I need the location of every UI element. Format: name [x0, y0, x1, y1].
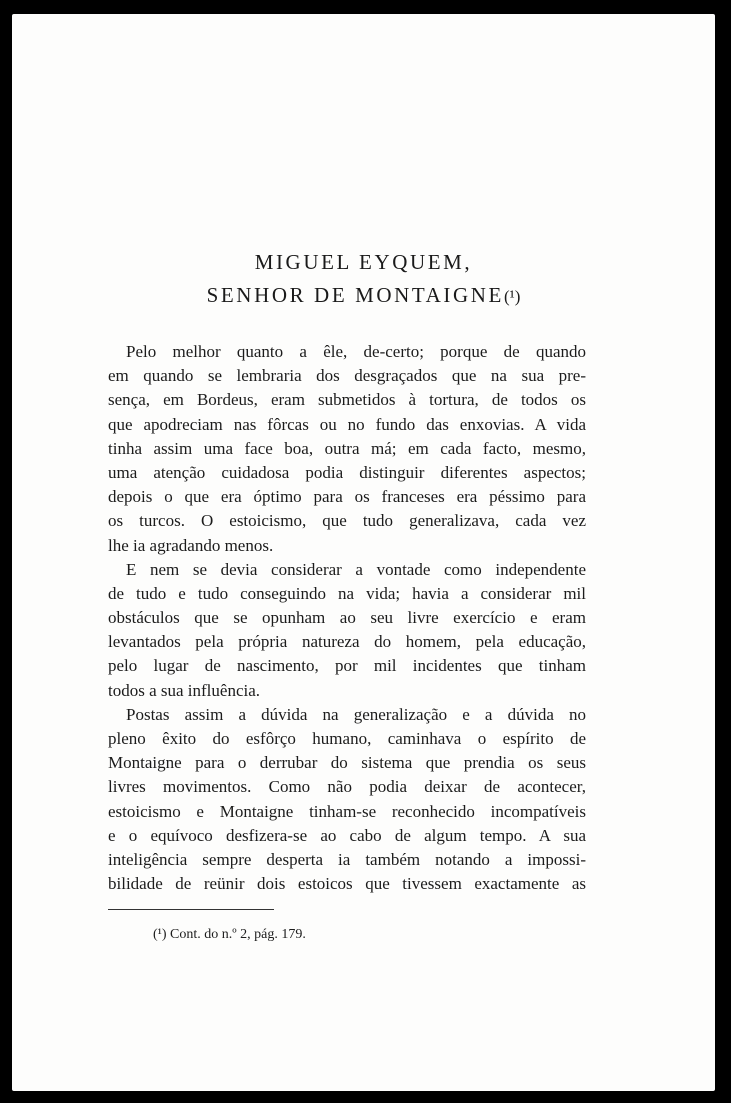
- text-line: de tudo e tudo conseguindo na vida; havia a considerar mil: [108, 583, 586, 603]
- text-line: Montaigne para o derrubar do sistema que prendia os seus: [108, 753, 586, 773]
- page: [12, 14, 715, 1091]
- text-line: E nem se devia considerar a vontade como independente: [126, 559, 586, 579]
- paragraph-2: [108, 558, 586, 703]
- chapter-title: [12, 246, 715, 313]
- title-line-2-text: SENHOR DE MONTAIGNE: [206, 283, 504, 307]
- footnote-text: Cont. do n.º 2, pág. 179.: [170, 927, 306, 942]
- text-line: inteligência sempre desperta ia também notando a impossi-: [108, 849, 586, 869]
- text-line: depois o que era óptimo para os franceses era péssimo para: [108, 487, 586, 507]
- text-line: estoicismo e Montaigne tinham-se reconhecido incompatíveis: [108, 801, 586, 821]
- title-footnote-ref: (¹): [503, 287, 521, 306]
- text-line: uma atenção cuidadosa podia distinguir diferentes aspectos;: [108, 462, 586, 482]
- text-line: sença, em Bordeus, eram submetidos à tortura, de todos os: [108, 390, 586, 410]
- text-line: levantados pela própria natureza do homem, pela educação,: [108, 632, 586, 652]
- title-line-2: [12, 279, 715, 313]
- paragraph-1: [108, 340, 586, 558]
- text-line: todos a sua influência.: [108, 680, 261, 700]
- footnote-divider: [108, 909, 274, 910]
- text-line: em quando se lembraria dos desgraçados que na sua pre-: [108, 366, 586, 386]
- paragraph-3: [108, 703, 586, 897]
- text-line: obstáculos que se opunham ao seu livre exercício e eram: [108, 608, 586, 628]
- text-line: os turcos. O estoicismo, que tudo generalizava, cada vez: [108, 511, 586, 531]
- footnote: [153, 927, 306, 943]
- text-line: Pelo melhor quanto a êle, de-certo; porque de quando: [126, 342, 586, 361]
- text-line: bilidade de reünir dois estoicos que tivessem exactamente as: [108, 874, 586, 894]
- text-line: e o equívoco desfizera-se ao cabo de algum tempo. A sua: [108, 825, 586, 845]
- footnote-marker: (¹): [153, 927, 167, 942]
- text-line: pelo lugar de nascimento, por mil incidentes que tinham: [108, 656, 586, 676]
- text-line: que apodreciam nas fôrcas ou no fundo das enxovias. A vida: [108, 414, 586, 434]
- text-line: livres movimentos. Como não podia deixar de acontecer,: [108, 777, 586, 797]
- text-line: Postas assim a dúvida na generalização e a dúvida no: [126, 704, 586, 724]
- text-line: tinha assim uma face boa, outra má; em cada facto, mesmo,: [108, 438, 586, 458]
- body-text: [108, 340, 586, 896]
- text-line: lhe ia agradando menos.: [108, 535, 274, 555]
- text-line: pleno êxito do esfôrço humano, caminhava o espírito de: [108, 729, 586, 748]
- title-line-1: MIGUEL EYQUEM,: [254, 250, 473, 274]
